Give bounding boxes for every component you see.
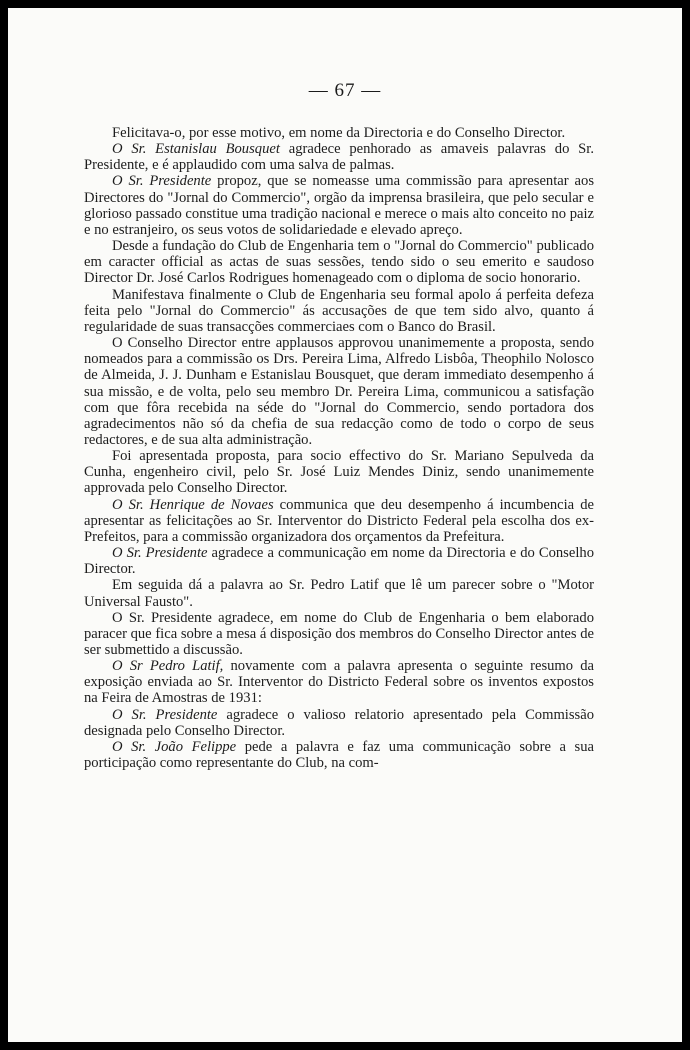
paragraph-text: Foi apresentada proposta, para socio effectivo do Sr. Mariano Sepulveda da Cunha, engenheiro civil, pelo Sr. José Luiz Mendes Diniz, sendo unanimemente approvada pelo Conselho Director. [84,448,594,497]
speaker-name: O Sr. João Felippe [112,738,237,755]
speaker-name: O Sr. Presidente [112,545,208,562]
paragraph [84,448,594,496]
document-page [8,8,682,1042]
speaker-name: O Sr. Estanislau Bousquet [112,141,280,158]
paragraph [84,577,594,609]
speaker-name: O Sr. Presidente [112,173,212,190]
paragraph [84,739,594,771]
paragraph [84,238,594,286]
paragraph [84,707,594,739]
paragraph [84,545,594,577]
paragraph-text: agradece a communicação em nome da Directoria e do Conselho Director. [84,545,594,578]
speaker-name: O Sr Pedro Latif, [112,658,224,675]
speaker-name: O Sr. Presidente [112,706,218,723]
paragraph [84,141,594,173]
paragraph-text: O Sr. Presidente agradece, em nome do Club de Engenharia o bem elaborado paracer que fica sobre a mesa á disposição dos membros do Conselho Director antes de ser submettido a discussão. [84,609,594,658]
page-number: — 67 — [308,80,382,101]
paragraph-text: Felicitava-o, por esse motivo, em nome da Directoria e do Conselho Director. [112,125,566,141]
paragraph-text: propoz, que se nomeasse uma commissão para apresentar aos Directores do "Jornal do Commercio", orgão da imprensa brasileira, que pelo secular e glorioso passado constitue uma tradição nacional e merece o mais alto conceito no paiz e no estranjeiro, os seus votos de solidariedade e elevado apreço. [84,173,594,238]
paragraph [84,335,594,448]
paragraph-text: O Conselho Director entre applausos approvou unanimemente a proposta, sendo nomeados para a commissão os Drs. Pereira Lima, Alfredo Lisbôa, Theophilo Nolosco de Almeida, J. J. Dunham e Estanislau Bousquet, que deram immediato desempenho á sua missão, e de volta, pelo seu membro Dr. Pereira Lima, communicou a satisfação com que fôra recebida na séde do "Jornal do Commercio, sendo portadora dos agradecimentos não só da chefia de sua redacção como de todo o corpo de seus redactores, e de sua alta administração. [84,335,594,448]
paragraph-text: pede a palavra e faz uma communicação sobre a sua porticipação como representante do Club, na com- [84,738,595,772]
paragraph-text: agradece penhorado as amaveis palavras do Sr. Presidente, e é applaudido com uma salva de palmas. [84,141,594,174]
paragraph-text: Em seguida dá a palavra ao Sr. Pedro Latif que lê um parecer sobre o "Motor Universal Fausto". [84,577,594,610]
text-body [84,125,594,771]
paragraph [84,287,594,335]
paragraph [84,610,594,658]
paragraph-text: agradece o valioso relatorio apresentado pela Commissão designada pelo Conselho Director. [84,706,594,739]
paragraph-text: communica que deu desempenho á incumbencia de apresentar as felicitações ao Sr. Interventor do Districto Federal pela escolha dos ex-Prefeitos, para a commissão organizadora dos orçamentos da Prefeitura. [84,496,594,545]
speaker-name: O Sr. Henrique de Novaes [112,496,274,513]
paragraph-text: novamente com a palavra apresenta o seguinte resumo da exposição enviada ao Sr. Interventor do Districto Federal sobre os inventos expostos na Feira de Amostras de 1931: [84,658,595,707]
paragraph [84,497,594,545]
paragraph-text: Manifestava finalmente o Club de Engenharia seu formal apolo á perfeita defeza feita pelo "Jornal do Commercio" ás accusações de que tem sido alvo, quanto á regularidade de suas transacções commerciaes com o Banco do Brasil. [84,286,594,335]
paragraph [84,125,594,141]
paragraph-text: Desde a fundação do Club de Engenharia tem o "Jornal do Commercio" publicado em caracter official as actas de suas sessões, tendo sido o seu emerito e saudoso Director Dr. José Carlos Rodrigues homenageado com o diploma de socio honorario. [84,238,594,287]
paragraph [84,173,594,238]
paragraph [84,658,594,706]
